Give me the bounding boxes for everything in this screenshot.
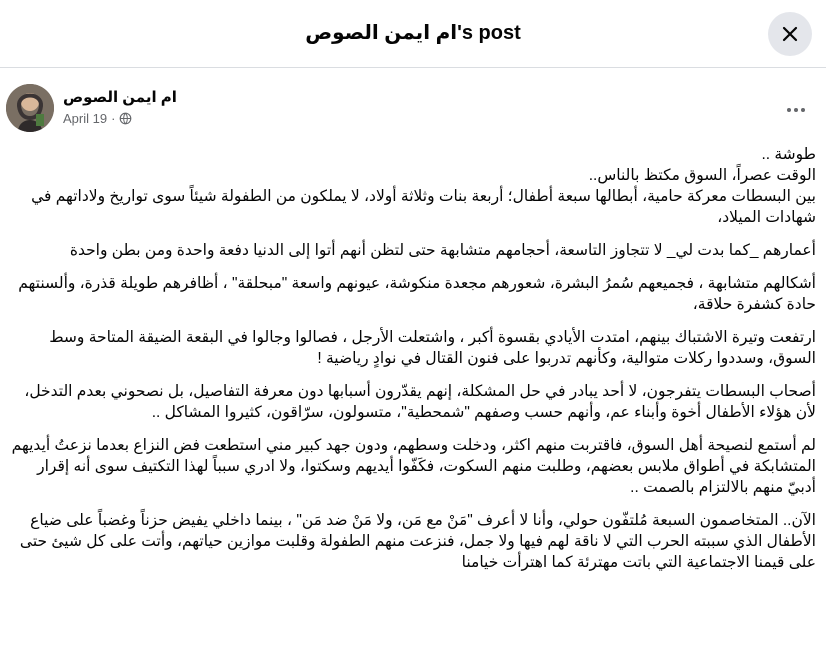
post-paragraph: لم أستمع لنصيحة أهل السوق، فاقتربت منهم اكثر، ودخلت وسطهم، ودون جهد كبير مني استطعت فض النزاع بعدما نزعتُ أيديهم المتشابكة في أطواق ملابس بعضهم، وطلبت منهم السكوت، فكَفّوا أيديهم وسكتوا، ولا ادري سبباً لهذا التكتيف سوى أنه إقرار أدبيّ منهم بالالتزام بالصمت .. (11, 437, 816, 496)
post-paragraph: طوشة .. (761, 146, 816, 163)
post-paragraph: الآن.. المتخاصمون السبعة مُلتفّون حولي، وأنا لا أعرف "مَنْ مع مَن، ولا مَنْ ضد مَن" ، بينما داخلي يفيض حزناً وغضباً على ضياع الأطفال الذي سببته الحرب التي لا ناقة لهم فيها ولا جمل، فنزعت منهم الطفولة وقلبت موازين حياتهم، وأتت على كل شيئ حتى على قيمنا الاجتماعية التي باتت مهترئة كما اهترأت خيامنا (19, 512, 816, 571)
post-header (0, 80, 826, 140)
post-text (10, 144, 816, 585)
post-paragraph: أعمارهم _كما بدت لي_ لا تتجاوز التاسعة، أحجامهم متشابهة حتى لتظن أنهم أتوا إلى الدنيا دفعة واحدة ومن بطن واحدة (69, 242, 816, 259)
more-options-button[interactable] (778, 92, 814, 128)
post-paragraph: أصحاب البسطات يتفرجون، لا أحد يبادر في حل المشكلة، إنهم يقدّرون أسبابها دون معرفة التفاصيل، بل نصحوني بعدم التدخل، لأن هؤلاء الأطفال أخوة وأبناء عم، وأنهم حسب وصفهم "شمحطية"، متسولون، سرّاقون، كثيروا المشاكل .. (24, 383, 816, 421)
more-horizontal-icon (787, 108, 791, 112)
post-paragraph: بين البسطات معركة حامية، أبطالها سبعة أطفال؛ أربعة بنات وثلاثة أولاد، لا يملكون من الطفولة شيئاً سوى تواريخ ولاداتهم في شهادات الميلاد، (31, 188, 816, 226)
globe-icon[interactable] (119, 112, 132, 125)
close-button[interactable] (768, 12, 812, 56)
avatar[interactable] (6, 84, 54, 132)
author-name[interactable]: ام ايمن الصوص (63, 89, 177, 106)
post-paragraph: الوقت عصراً، السوق مكتظ بالناس.. (588, 167, 816, 184)
close-icon (780, 24, 800, 44)
dialog-title: ام ايمن الصوص's post (305, 22, 521, 44)
meta-separator: · (111, 111, 116, 126)
post-paragraph: ارتفعت وتيرة الاشتباك بينهم، امتدت الأيادي بقسوة أكبر ، واشتعلت الأرجل ، فصالوا وجالوا في البقعة الضيقة المتاحة وسط السوق، وسددوا ركلات متوالية، وكأنهم تدربوا على فنون القتال في نوادٍ رياضية ! (49, 329, 816, 367)
post-dialog-header (0, 0, 826, 68)
post-date[interactable]: April 19 (63, 111, 108, 126)
post-paragraph: أشكالهم متشابهة ، فجميعهم سُمرُ البشرة، شعورهم مجعدة منكوشة، عيونهم واسعة "مبحلقة" ، أظافرهم طويلة قذرة، وألسنتهم حادة كشفرة حلاقة، (18, 275, 816, 313)
post-meta (63, 111, 132, 126)
